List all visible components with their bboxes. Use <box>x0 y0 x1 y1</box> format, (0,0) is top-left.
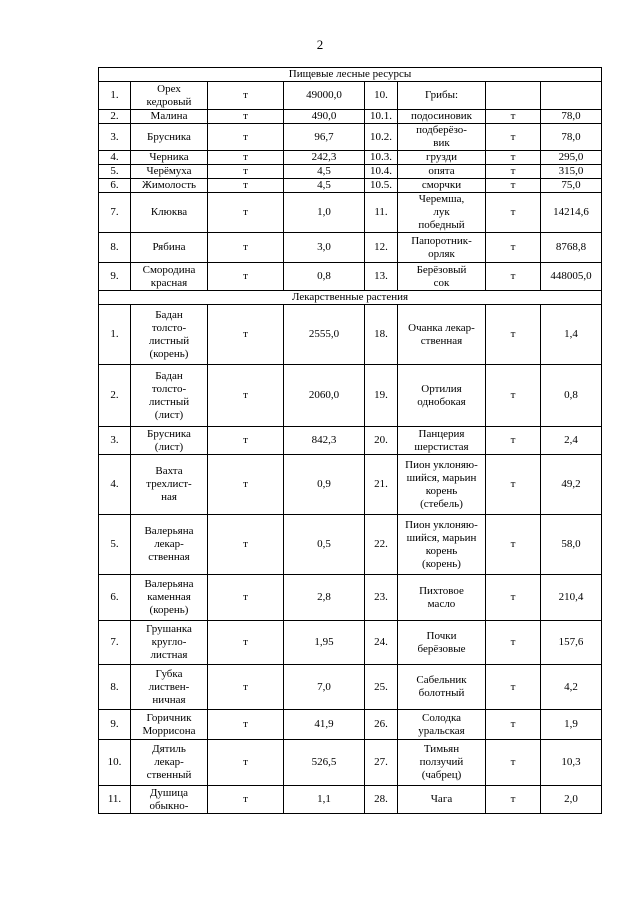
table-row <box>99 179 602 193</box>
table-row <box>99 665 602 710</box>
unit: т <box>486 365 541 427</box>
item-number: 20. <box>365 427 398 455</box>
table-row <box>99 124 602 151</box>
unit: т <box>486 455 541 515</box>
item-name: Сабельник болотный <box>398 665 486 710</box>
unit: т <box>208 427 284 455</box>
table-row <box>99 263 602 291</box>
item-number: 12. <box>365 233 398 263</box>
quantity: 10,3 <box>541 740 602 786</box>
item-name: сморчки <box>398 179 486 193</box>
item-number: 9. <box>99 263 131 291</box>
table-row <box>99 621 602 665</box>
item-name: Берёзовый сок <box>398 263 486 291</box>
item-number: 23. <box>365 575 398 621</box>
quantity: 2,0 <box>541 786 602 814</box>
item-name: Брусника (лист) <box>131 427 208 455</box>
item-name: опята <box>398 165 486 179</box>
item-name: Орех кедровый <box>131 82 208 110</box>
item-number: 25. <box>365 665 398 710</box>
table-row <box>99 110 602 124</box>
item-name: Ортилия однобокая <box>398 365 486 427</box>
unit: т <box>486 233 541 263</box>
item-name: Черника <box>131 151 208 165</box>
item-number: 10. <box>365 82 398 110</box>
quantity: 1,4 <box>541 305 602 365</box>
section-title: Лекарственные растения <box>99 291 602 305</box>
quantity: 78,0 <box>541 124 602 151</box>
table-row <box>99 193 602 233</box>
unit: т <box>486 740 541 786</box>
quantity: 75,0 <box>541 179 602 193</box>
item-name: Грушанка кругло- листная <box>131 621 208 665</box>
unit: т <box>486 263 541 291</box>
item-number: 7. <box>99 193 131 233</box>
item-number: 3. <box>99 124 131 151</box>
item-number: 1. <box>99 305 131 365</box>
unit: т <box>486 575 541 621</box>
quantity: 0,8 <box>541 365 602 427</box>
unit: т <box>208 665 284 710</box>
item-name: Губка листвен- ничная <box>131 665 208 710</box>
item-number: 11. <box>99 786 131 814</box>
table-row <box>99 786 602 814</box>
unit: т <box>208 110 284 124</box>
item-number: 10.1. <box>365 110 398 124</box>
unit: т <box>208 263 284 291</box>
table-row <box>99 710 602 740</box>
quantity: 7,0 <box>284 665 365 710</box>
item-name: Пион уклоняю- шийся, марьин корень (корень) <box>398 515 486 575</box>
item-number: 5. <box>99 165 131 179</box>
item-number: 27. <box>365 740 398 786</box>
quantity: 1,95 <box>284 621 365 665</box>
item-number: 10.2. <box>365 124 398 151</box>
item-number: 4. <box>99 151 131 165</box>
quantity: 157,6 <box>541 621 602 665</box>
item-name: Брусника <box>131 124 208 151</box>
item-name: подосиновик <box>398 110 486 124</box>
item-name: подберёзо- вик <box>398 124 486 151</box>
unit: т <box>208 124 284 151</box>
quantity: 1,1 <box>284 786 365 814</box>
item-name: Душица обыкно- <box>131 786 208 814</box>
quantity: 1,9 <box>541 710 602 740</box>
item-name: Валерьяна каменная (корень) <box>131 575 208 621</box>
item-number: 10.4. <box>365 165 398 179</box>
quantity: 0,9 <box>284 455 365 515</box>
item-number: 6. <box>99 179 131 193</box>
item-number: 2. <box>99 365 131 427</box>
quantity: 78,0 <box>541 110 602 124</box>
table-row <box>99 233 602 263</box>
quantity: 4,5 <box>284 165 365 179</box>
unit: т <box>208 305 284 365</box>
quantity: 41,9 <box>284 710 365 740</box>
item-number: 8. <box>99 233 131 263</box>
item-name: Пихтовое масло <box>398 575 486 621</box>
section-header-row <box>99 291 602 305</box>
item-number: 1. <box>99 82 131 110</box>
unit: т <box>208 151 284 165</box>
unit: т <box>208 515 284 575</box>
item-number: 6. <box>99 575 131 621</box>
table-row <box>99 455 602 515</box>
forest-resources-table <box>98 67 602 814</box>
item-name: Черемша, лук победный <box>398 193 486 233</box>
table-row <box>99 365 602 427</box>
unit: т <box>208 179 284 193</box>
table-row <box>99 151 602 165</box>
quantity: 295,0 <box>541 151 602 165</box>
item-name: Рябина <box>131 233 208 263</box>
item-name: Дятиль лекар- ственный <box>131 740 208 786</box>
item-name: Смородина красная <box>131 263 208 291</box>
unit: т <box>486 665 541 710</box>
unit: т <box>208 575 284 621</box>
item-number: 18. <box>365 305 398 365</box>
quantity: 2,4 <box>541 427 602 455</box>
unit: т <box>486 193 541 233</box>
item-name: Валерьяна лекар- ственная <box>131 515 208 575</box>
item-name: Папоротник- орляк <box>398 233 486 263</box>
unit: т <box>486 710 541 740</box>
quantity: 3,0 <box>284 233 365 263</box>
unit: т <box>208 710 284 740</box>
item-name: Черёмуха <box>131 165 208 179</box>
quantity: 49000,0 <box>284 82 365 110</box>
item-number: 8. <box>99 665 131 710</box>
unit: т <box>486 621 541 665</box>
quantity <box>541 82 602 110</box>
table-row <box>99 427 602 455</box>
item-name: Панцерия шерстистая <box>398 427 486 455</box>
item-name: Малина <box>131 110 208 124</box>
item-number: 10.5. <box>365 179 398 193</box>
unit: т <box>486 427 541 455</box>
item-name: Горичник Моррисона <box>131 710 208 740</box>
item-number: 3. <box>99 427 131 455</box>
item-number: 21. <box>365 455 398 515</box>
item-number: 24. <box>365 621 398 665</box>
item-number: 10. <box>99 740 131 786</box>
unit: т <box>208 233 284 263</box>
table-row <box>99 305 602 365</box>
item-number: 2. <box>99 110 131 124</box>
item-number: 7. <box>99 621 131 665</box>
item-number: 10.3. <box>365 151 398 165</box>
unit: т <box>486 305 541 365</box>
item-name: Пион уклоняю- шийся, марьин корень (стебель) <box>398 455 486 515</box>
unit: т <box>486 515 541 575</box>
quantity: 210,4 <box>541 575 602 621</box>
item-name: Грибы: <box>398 82 486 110</box>
item-number: 22. <box>365 515 398 575</box>
unit: т <box>486 124 541 151</box>
item-number: 13. <box>365 263 398 291</box>
table-row <box>99 575 602 621</box>
item-name: Бадан толсто- листный (корень) <box>131 305 208 365</box>
unit: т <box>486 110 541 124</box>
quantity: 842,3 <box>284 427 365 455</box>
quantity: 2,8 <box>284 575 365 621</box>
item-name: Клюква <box>131 193 208 233</box>
item-number: 5. <box>99 515 131 575</box>
item-name: грузди <box>398 151 486 165</box>
unit: т <box>208 621 284 665</box>
unit: т <box>208 740 284 786</box>
page-number: 2 <box>316 37 324 52</box>
table-row <box>99 82 602 110</box>
table-row <box>99 515 602 575</box>
item-name: Очанка лекар- ственная <box>398 305 486 365</box>
item-number: 19. <box>365 365 398 427</box>
item-name: Жимолость <box>131 179 208 193</box>
unit: т <box>208 786 284 814</box>
table-row <box>99 165 602 179</box>
quantity: 0,8 <box>284 263 365 291</box>
quantity: 4,2 <box>541 665 602 710</box>
section-title: Пищевые лесные ресурсы <box>99 68 602 82</box>
quantity: 8768,8 <box>541 233 602 263</box>
table-row <box>99 740 602 786</box>
quantity: 242,3 <box>284 151 365 165</box>
quantity: 14214,6 <box>541 193 602 233</box>
quantity: 4,5 <box>284 179 365 193</box>
quantity: 1,0 <box>284 193 365 233</box>
item-number: 11. <box>365 193 398 233</box>
quantity: 2555,0 <box>284 305 365 365</box>
quantity: 2060,0 <box>284 365 365 427</box>
unit: т <box>208 193 284 233</box>
item-name: Чага <box>398 786 486 814</box>
item-number: 28. <box>365 786 398 814</box>
quantity: 0,5 <box>284 515 365 575</box>
unit: т <box>486 165 541 179</box>
item-number: 26. <box>365 710 398 740</box>
item-name: Почки берёзовые <box>398 621 486 665</box>
item-number: 9. <box>99 710 131 740</box>
quantity: 490,0 <box>284 110 365 124</box>
section-header-row <box>99 68 602 82</box>
item-name: Бадан толсто- листный (лист) <box>131 365 208 427</box>
item-name: Солодка уральская <box>398 710 486 740</box>
unit: т <box>486 179 541 193</box>
item-name: Вахта трехлист- ная <box>131 455 208 515</box>
unit: т <box>208 82 284 110</box>
unit: т <box>208 455 284 515</box>
unit: т <box>208 165 284 179</box>
unit: т <box>486 786 541 814</box>
quantity: 96,7 <box>284 124 365 151</box>
item-name: Тимьян ползучий (чабрец) <box>398 740 486 786</box>
quantity: 49,2 <box>541 455 602 515</box>
quantity: 526,5 <box>284 740 365 786</box>
unit: т <box>208 365 284 427</box>
item-number: 4. <box>99 455 131 515</box>
unit: т <box>486 151 541 165</box>
quantity: 315,0 <box>541 165 602 179</box>
unit <box>486 82 541 110</box>
quantity: 448005,0 <box>541 263 602 291</box>
quantity: 58,0 <box>541 515 602 575</box>
